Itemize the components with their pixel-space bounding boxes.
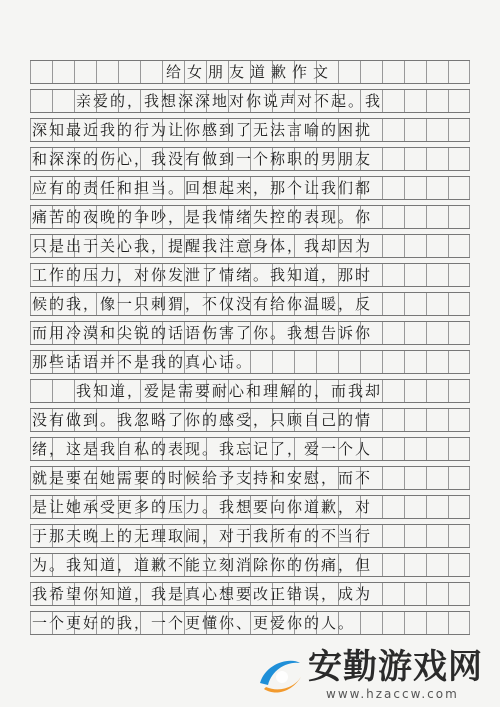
essay-title: 给女朋友道歉作文: [165, 63, 334, 81]
watermark-url: www.hzaccw.com: [326, 687, 459, 701]
essay-line-row: [30, 292, 470, 316]
essay-line-row: [30, 408, 470, 432]
essay-line-text: 候的我，像一只刺猬，不仅没有给你温暖，反: [32, 295, 373, 313]
essay-line-row: [30, 263, 470, 287]
essay-line-text: 亲爱的，我想深深地对你说声对不起。我: [76, 92, 383, 110]
essay-line-text: 应有的责任和担当。回想起来，那个让我们都: [32, 179, 373, 197]
essay-line-row: [30, 89, 470, 113]
essay-line-text: 而用冷漠和尖锐的话语伤害了你。我想告诉你: [32, 324, 373, 342]
title-row: [30, 60, 470, 84]
watermark-site-name: 安勤游戏网: [308, 647, 483, 687]
essay-line-text: 那些话语并不是我的真心话。: [32, 353, 254, 371]
essay-line-row: [30, 321, 470, 345]
essay-line-row: [30, 466, 470, 490]
essay-line-text: 和深深的伤心，我没有做到一个称职的男朋友: [32, 150, 373, 168]
essay-line-row: [30, 437, 470, 461]
essay-line-row: [30, 524, 470, 548]
essay-line-text: 我知道，爱是需要耐心和理解的，而我却: [76, 382, 383, 400]
essay-line-text: 绪，这是我自私的表现。我忘记了，爱一个人: [32, 440, 373, 458]
essay-line-text: 痛苦的夜晚的争吵，是我情绪失控的表现。你: [32, 208, 373, 226]
essay-line-row: [30, 495, 470, 519]
essay-line-text: 没有做到。我忽略了你的感受，只顾自己的情: [32, 411, 373, 429]
essay-line-row: [30, 379, 470, 403]
essay-line-row: [30, 234, 470, 258]
essay-line-row: [30, 176, 470, 200]
essay-line-text: 工作的压力，对你发泄了情绪。我知道，那时: [32, 266, 373, 284]
essay-sheet: [30, 60, 470, 640]
essay-line-row: [30, 350, 470, 374]
essay-line-row: [30, 582, 470, 606]
site-watermark: [256, 645, 500, 707]
essay-line-text: 一个更好的我，一个更懂你、更爱你的人。: [32, 614, 356, 632]
essay-line-row: [30, 205, 470, 229]
essay-line-text: 为。我知道，道歉不能立刻消除你的伤痛，但: [32, 556, 373, 574]
essay-line-text: 就是要在她需要的时候给予支持和安慰，而不: [32, 469, 373, 487]
essay-line-text: 只是出于关心我，提醒我注意身体，我却因为: [32, 237, 373, 255]
essay-line-row: [30, 118, 470, 142]
essay-line-text: 是让她承受更多的压力。我想要向你道歉，对: [32, 498, 373, 516]
essay-line-row: [30, 147, 470, 171]
essay-line-row: [30, 553, 470, 577]
essay-line-text: 我希望你知道，我是真心想要改正错误，成为: [32, 585, 373, 603]
swoosh-logo-icon: [256, 653, 304, 697]
essay-line-text: 于那天晚上的无理取闹，对于我所有的不当行: [32, 527, 373, 545]
essay-line-row: [30, 611, 470, 635]
essay-line-text: 深知最近我的行为让你感到了无法言喻的困扰: [32, 121, 373, 139]
